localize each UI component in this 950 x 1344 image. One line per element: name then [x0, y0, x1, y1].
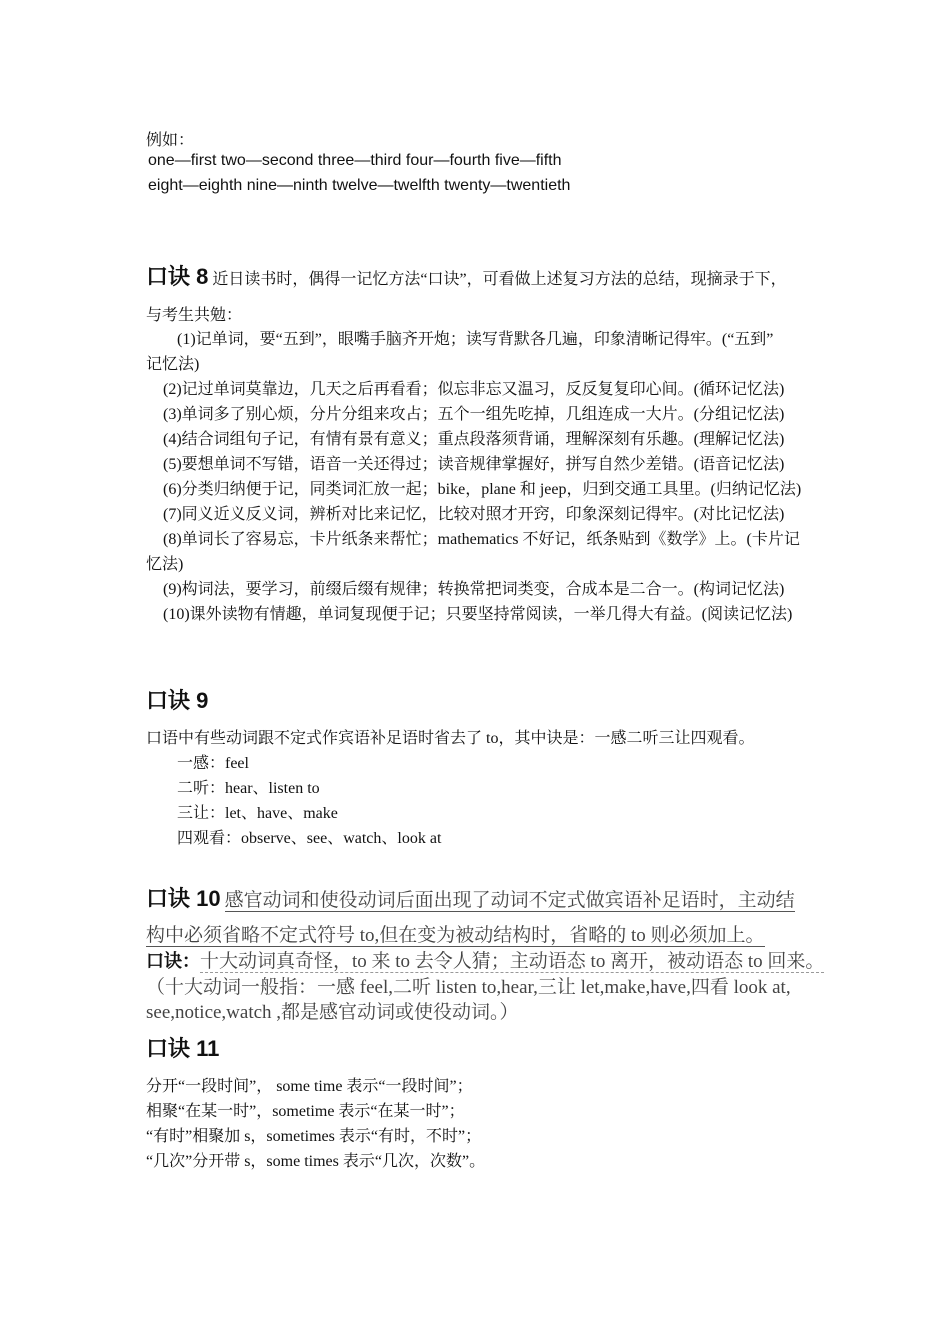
section-8-heading: [146, 260, 787, 291]
section-8-item-1-cont: 记忆法): [146, 356, 200, 373]
section-8-item-2: (2)记过单词莫靠边，几天之后再看看；似忘非忘又温习，反反复复印心间。(循环记忆法): [163, 381, 785, 398]
section-8-item-1: (1)记单词，要“五到”，眼嘴手脑齐开炮；读写背默各几遍，印象清晰记得牢。(“五到”: [177, 331, 774, 348]
section-8-item-4: (4)结合词组句子记，有情有景有意义；重点段落须背诵，理解深刻有乐趣。(理解记忆法): [163, 431, 785, 448]
example-line-2: eight—eighth nine—ninth twelve—twelfth twenty—twentieth: [148, 177, 571, 194]
section-8-item-10: (10)课外读物有情趣，单词复现便于记；只要坚持常阅读，一举几得大有益。(阅读记忆法): [163, 606, 793, 623]
section-8-item-3: (3)单词多了别心烦，分片分组来攻占；五个一组先吃掉，几组连成一大片。(分组记忆法): [163, 406, 785, 423]
section-11-title: 口诀 11: [146, 1036, 220, 1061]
section-11-line-2: 相聚“在某一时”，sometime 表示“在某一时”；: [146, 1103, 465, 1120]
section-9-item-2: 二听：hear、listen to: [177, 780, 320, 797]
section-8-item-6: (6)分类归纳便于记，同类词汇放一起；bike，plane 和 jeep，归到交通工具里。(归纳记忆法): [163, 481, 802, 498]
example-label: 例如：: [146, 132, 195, 149]
section-8-title: 口诀 8: [146, 264, 209, 289]
section-10-rhyme: [146, 946, 824, 973]
section-11-line-1: 分开“一段时间”， some time 表示“一段时间”；: [146, 1078, 473, 1095]
section-10-line-2-text: 构中必须省略不定式符号 to,但在变为被动结构时，省略的 to 则必须加上。: [146, 925, 765, 946]
section-10-heading: [146, 882, 795, 913]
section-9-item-3: 三让：let、have、make: [177, 805, 338, 822]
section-8-item-8-cont: 忆法): [146, 556, 184, 573]
section-10-rhyme-label: 口诀：: [146, 951, 200, 971]
section-11-line-3: “有时”相聚加 s，sometimes 表示“有时，不时”；: [146, 1128, 482, 1145]
section-10-title: 口诀 10: [146, 886, 221, 911]
section-10-line-2: [146, 920, 765, 947]
section-8-item-5: (5)要想单词不写错，语音一关还得过；读音规律掌握好，拼写自然少差错。(语音记忆法): [163, 456, 785, 473]
section-8-intro-1: 近日读书时，偶得一记忆方法“口诀”，可看做上述复习方法的总结，现摘录于下，: [212, 271, 787, 288]
section-10-note-1: （十大动词一般指：一感 feel,二听 listen to,hear,三让 let,make,have,四看 look at,: [146, 977, 791, 998]
section-8-item-9: (9)构词法，要学习，前缀后缀有规律；转换常把词类变，合成本是二合一。(构词记忆法): [163, 581, 785, 598]
section-8-item-7: (7)同义近义反义词，辨析对比来记忆，比较对照才开窍，印象深刻记得牢。(对比记忆法): [163, 506, 785, 523]
section-9-item-4: 四观看：observe、see、watch、look at: [177, 830, 442, 847]
section-10-note-2: see,notice,watch ,都是感官动词或使役动词。）: [146, 1002, 519, 1023]
section-8-item-8: (8)单词长了容易忘，卡片纸条来帮忙；mathematics 不好记，纸条贴到《数学》上。(卡片记: [163, 531, 800, 548]
section-9-title: 口诀 9: [146, 688, 209, 713]
section-10-rhyme-text: 十大动词真奇怪，to 来 to 去令人猜；主动语态 to 离开，被动语态 to 回来。: [200, 951, 825, 972]
section-10-line-1: 感官动词和使役动词后面出现了动词不定式做宾语补足语时，主动结: [224, 890, 795, 911]
section-11-line-4: “几次”分开带 s，some times 表示“几次，次数”。: [146, 1153, 486, 1170]
section-8-intro-2: 与考生共勉：: [146, 307, 243, 324]
example-line-1: one—first two—second three—third four—fourth five—fifth: [148, 152, 562, 169]
section-9-intro: 口语中有些动词跟不定式作宾语补足语时省去了 to，其中诀是：一感二听三让四观看。: [146, 730, 755, 747]
section-9-item-1: 一感：feel: [177, 755, 249, 772]
